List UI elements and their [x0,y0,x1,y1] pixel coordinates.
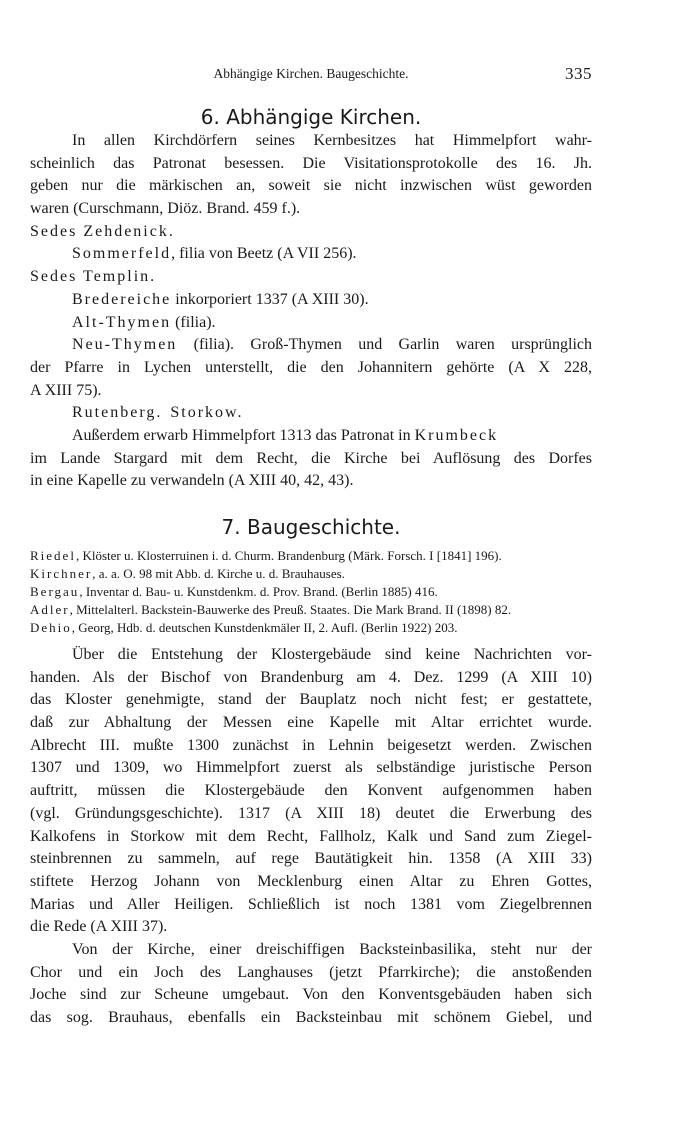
text-line: im Lande Stargard mit dem Recht, die Kirche bei Auflösung des Dorfes [30,449,592,467]
sedes-zehdenick-label: Sedes Zehdenick. [30,222,175,240]
reference-author: Bergau [30,584,80,599]
text-line: stiftete Herzog Johann von Mecklenburg einen Altar zu Ehren Gottes, [30,872,592,890]
text-line: waren (Curschmann, Diöz. Brand. 459 f.). [30,200,301,218]
text-line: Joche sind zur Scheune umgebaut. Von den Konventsgebäuden haben sich [30,986,592,1004]
entry-rutenberg-storkow [30,402,592,425]
entry-neu-thymen [30,334,592,357]
text-line: geben nur die märkischen an, soweit sie nicht inzwischen wüst geworden [30,177,592,195]
text-line: in eine Kapelle zu verwandeln (A XIII 40, 42, 43). [30,472,354,490]
running-title: Abhängige Kirchen. Baugeschichte. [213,66,409,81]
page-number: 335 [565,64,592,83]
entry-text: inkorporiert 1337 (A XIII 30). [171,290,369,308]
text-line: Über die Entstehung der Klostergebäude sind keine Nachrichten vor- [72,646,592,663]
section-6-heading: 6. Abhängige Kirchen. [200,105,422,129]
reference-author: Dehio [30,620,72,635]
text-line: Von der Kirche, einer dreischiffigen Backsteinbasilika, steht nur der [72,940,592,958]
reference-text: , a. a. O. 98 mit Abb. d. Kirche u. d. Brauhauses. [92,566,345,581]
text-line: Kalkofens in Storkow mit dem Recht, Fallholz, Kalk und Sand zum Ziegel- [30,827,592,845]
reference-text: , Mittelalterl. Backstein-Bauwerke des Preuß. Staates. Die Mark Brand. II (1898) 82. [69,602,512,617]
text-line: In allen Kirchdörfern seines Kernbesitzes hat Himmelpfort wahr- [72,132,592,149]
place-name: Krumbeck [414,426,499,444]
entry-text: Außerdem erwarb Himmelpfort 1313 das Patronat in [72,426,415,444]
text-line: handen. Als der Bischof von Brandenburg am 4. Dez. 1299 (A XIII 10) [30,668,592,686]
reference-item [30,601,592,619]
entry-text: (filia). Groß-Thymen und Garlin waren ursprünglich [177,336,592,354]
place-name: Alt-Thymen [72,313,172,331]
place-name: Bredereiche [72,290,172,308]
text-line: daß zur Abhaltung der Messen eine Kapelle mit Altar errichtet wurde. [30,714,592,732]
text-line: 1307 und 1309, wo Himmelpfort zuerst als selbständige juristische Person [30,759,592,777]
entry-alt-thymen [30,312,592,335]
text-line: die Rede (A XIII 37). [30,918,168,936]
reference-item [30,565,592,583]
reference-item [30,583,592,601]
text-line: Albrecht III. mußte 1300 zunächst in Lehnin beigesetzt werden. Zwischen [30,736,592,754]
text-line: steinbrennen zu sammeln, auf rege Bautätigkeit hin. 1358 (A XIII 33) [30,850,592,868]
entry-bredereiche [30,289,592,312]
reference-item [30,619,592,637]
bibliography [30,547,592,637]
entry-text: (filia). [171,313,216,331]
reference-author: Kirchner [30,566,93,581]
reference-text: , Klöster u. Klosterruinen i. d. Churm. Brandenburg (Märk. Forsch. I [1841] 196). [75,548,502,563]
place-name: Neu-Thymen [72,336,178,354]
sedes-templin-label: Sedes Templin. [30,268,157,286]
entry-krumbeck [30,425,592,448]
text-line: der Pfarre in Lychen unterstellt, die den Johannitern gehörte (A X 228, [30,358,592,376]
text-line: Chor und ein Joch des Langhauses (jetzt Pfarrkirche); die anstoßenden [30,963,592,981]
place-name: Storkow. [170,404,244,422]
place-name: Sommerfeld [72,245,172,263]
reference-item [30,547,592,565]
reference-author: Riedel [30,548,76,563]
section-6-body [30,130,592,493]
text-line: A XIII 75). [30,381,102,399]
text-line: Marias und Aller Heiligen. Schließlich ist noch 1381 vom Ziegelbrennen [30,895,592,913]
text-line: (vgl. Gründungsgeschichte). 1317 (A XIII 18) deutet die Erwerbung des [30,804,592,822]
section-7-heading: 7. Baugeschichte. [221,515,401,539]
place-name: Rutenberg. [72,404,163,422]
entry-text: , filia von Beetz (A VII 256). [171,245,357,263]
entry-sommerfeld [30,243,592,266]
section-7-body [30,644,592,1030]
running-header [30,63,592,85]
reference-text: , Georg, Hdb. d. deutschen Kunstdenkmäler II, 2. Aufl. (Berlin 1922) 203. [71,620,458,635]
text-line: das Kloster genehmigte, stand der Bauplatz noch nicht fest; er gestattete, [30,691,592,709]
text-line: auftritt, müssen die Klostergebäude den Konvent aufgenommen haben [30,782,592,800]
reference-author: Adler [30,602,70,617]
reference-text: , Inventar d. Bau- u. Kunstdenkm. d. Prov. Brand. (Berlin 1885) 416. [79,584,438,599]
text-line: das sog. Brauhaus, ebenfalls ein Backsteinbau mit schönem Giebel, und [30,1009,592,1026]
text-line: scheinlich das Patronat besessen. Die Visitationsprotokolle des 16. Jh. [30,154,592,172]
